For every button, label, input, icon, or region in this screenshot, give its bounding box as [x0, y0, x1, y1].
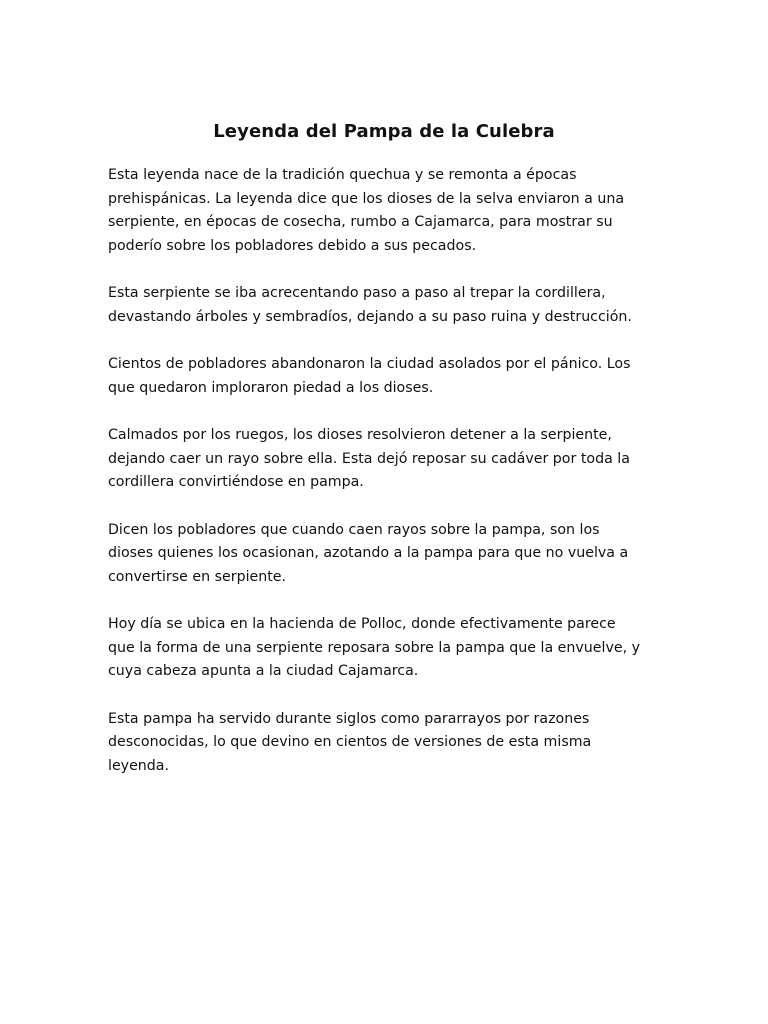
paragraph-1: Esta leyenda nace de la tradición quechua y se remonta a épocas prehispánicas. La leyenda dice que los dioses de la selva enviaron a una serpiente, en épocas de cosecha, rumbo a Cajamarca, para mostrar su poderío sobre los pobladores debido a sus pecados. — [108, 167, 625, 254]
paragraph-5: Dicen los pobladores que cuando caen rayos sobre la pampa, son los dioses quienes los ocasionan, azotando a la pampa para que no vuelva a convertirse en serpiente. — [108, 521, 629, 585]
paragraph-7: Esta pampa ha servido durante siglos como pararrayos por razones desconocidas, lo que devino en cientos de versiones de esta misma leyenda. — [108, 710, 592, 774]
document-body — [108, 164, 683, 802]
paragraph-3: Cientos de pobladores abandonaron la ciudad asolados por el pánico. Los que quedaron imploraron piedad a los dioses. — [108, 356, 631, 396]
paragraph-4: Calmados por los ruegos, los dioses resolvieron detener a la serpiente, dejando caer un rayo sobre ella. Esta dejó reposar su cadáver por toda la cordillera convirtiéndose en pampa. — [108, 427, 630, 490]
document-title: Leyenda del Pampa de la Culebra — [213, 121, 555, 142]
paragraph-6: Hoy día se ubica en la hacienda de Polloc, donde efectivamente parece que la forma de una serpiente reposara sobre la pampa que la envuelve, y cuya cabeza apunta a la ciudad Cajamarca. — [108, 616, 640, 679]
paragraph-2: Esta serpiente se iba acrecentando paso a paso al trepar la cordillera, devastando árboles y sembradíos, dejando a su paso ruina y destrucción. — [108, 285, 632, 325]
